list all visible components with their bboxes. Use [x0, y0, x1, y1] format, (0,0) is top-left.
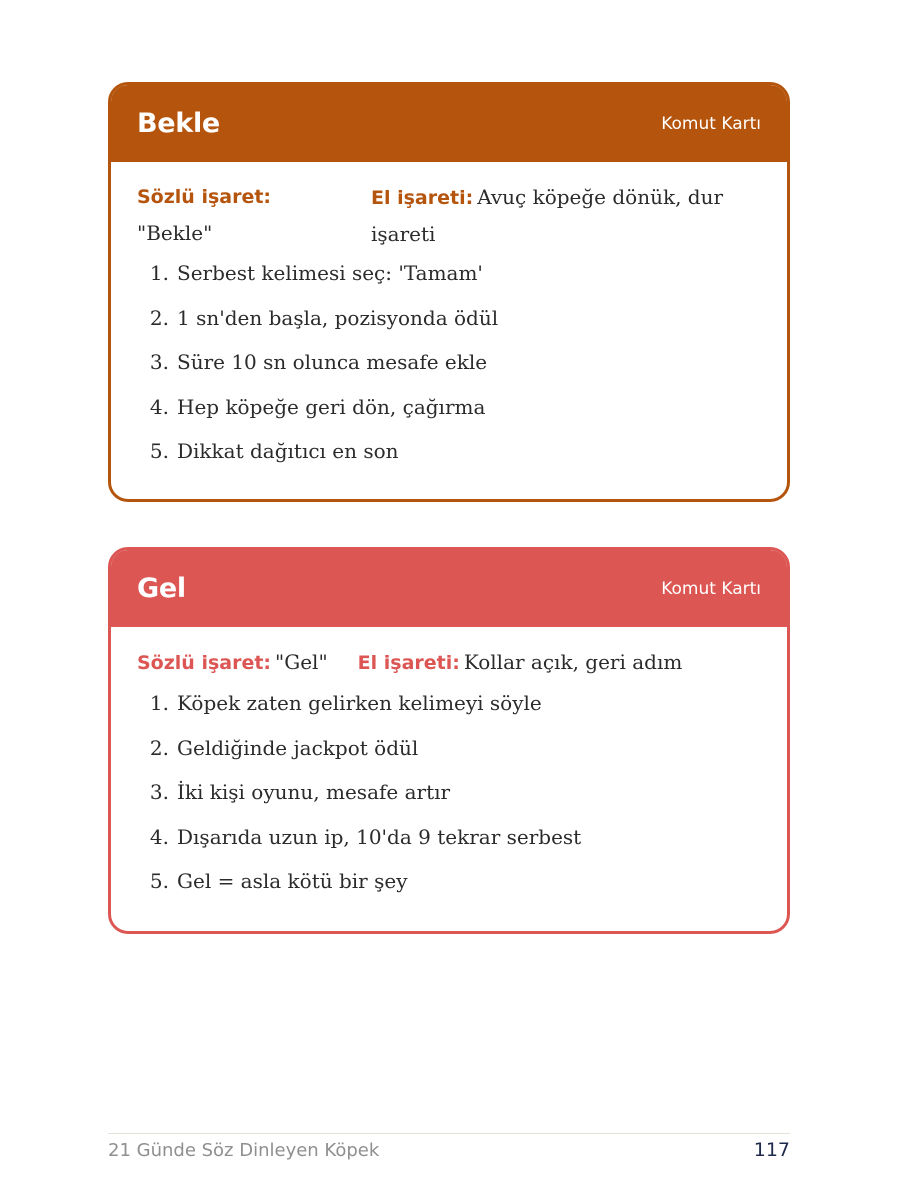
card-header: [111, 85, 787, 162]
step-text: Köpek zaten gelirken kelimeyi söyle: [177, 691, 542, 715]
hand-cue-label: El işareti:: [357, 652, 460, 674]
step-number: 4.: [149, 824, 169, 849]
verbal-cue-label: Sözlü işaret:: [137, 652, 272, 674]
step-text: Hep köpeğe geri dön, çağırma: [177, 394, 486, 419]
list-item: [137, 859, 761, 904]
hand-cue: [371, 180, 751, 254]
step-number: 2.: [149, 305, 169, 330]
card-title: Bekle: [137, 108, 220, 139]
card-badge: Komut Kartı: [661, 113, 761, 134]
step-number: 4.: [149, 394, 169, 419]
list-item: [137, 251, 761, 296]
hand-cue-label: El işareti:: [371, 187, 474, 209]
step-text: Geldiğinde jackpot ödül: [177, 735, 419, 760]
step-number: 5.: [149, 869, 169, 893]
list-item: [137, 815, 761, 860]
verbal-cue: [137, 650, 332, 674]
list-item: [137, 385, 761, 430]
card-title: Gel: [137, 573, 186, 604]
card-header: [111, 550, 787, 627]
command-card-gel: [108, 547, 790, 934]
step-number: 1.: [149, 261, 169, 285]
verbal-cue: [137, 180, 362, 253]
card-body: [111, 162, 787, 474]
list-item: [137, 770, 761, 815]
verbal-cue-value: "Bekle": [137, 221, 213, 245]
step-text: Serbest kelimesi seç: 'Tamam': [177, 261, 483, 285]
cue-section: [137, 645, 761, 679]
card-body: [111, 627, 787, 904]
book-title: 21 Günde Söz Dinleyen Köpek: [108, 1139, 380, 1161]
hand-cue-value: Avuç köpeğe dönük, dur işareti: [371, 185, 724, 246]
verbal-cue-value: "Gel": [275, 650, 328, 674]
steps-list: [137, 681, 761, 904]
step-text: Süre 10 sn olunca mesafe ekle: [177, 350, 488, 374]
step-number: 3.: [149, 780, 169, 804]
hand-cue: [357, 650, 683, 674]
page-number: 117: [753, 1139, 790, 1161]
list-item: [137, 340, 761, 385]
list-item: [137, 681, 761, 726]
list-item: [137, 296, 761, 341]
step-text: Dikkat dağıtıcı en son: [177, 439, 399, 463]
verbal-cue-label: Sözlü işaret:: [137, 186, 272, 208]
list-item: [137, 429, 761, 474]
cue-section: [137, 180, 761, 244]
list-item: [137, 726, 761, 771]
command-card-bekle: [108, 82, 790, 502]
step-number: 2.: [149, 735, 169, 760]
hand-cue-value: Kollar açık, geri adım: [463, 650, 683, 674]
step-text: Dışarıda uzun ip, 10'da 9 tekrar serbest: [177, 824, 582, 849]
step-number: 3.: [149, 350, 169, 374]
step-text: Gel = asla kötü bir şey: [177, 869, 408, 893]
card-badge: Komut Kartı: [661, 578, 761, 599]
steps-list: [137, 251, 761, 474]
step-number: 1.: [149, 691, 169, 715]
page-footer: [108, 1133, 790, 1161]
step-text: 1 sn'den başla, pozisyonda ödül: [177, 305, 499, 330]
step-number: 5.: [149, 439, 169, 463]
step-text: İki kişi oyunu, mesafe artır: [177, 780, 451, 804]
